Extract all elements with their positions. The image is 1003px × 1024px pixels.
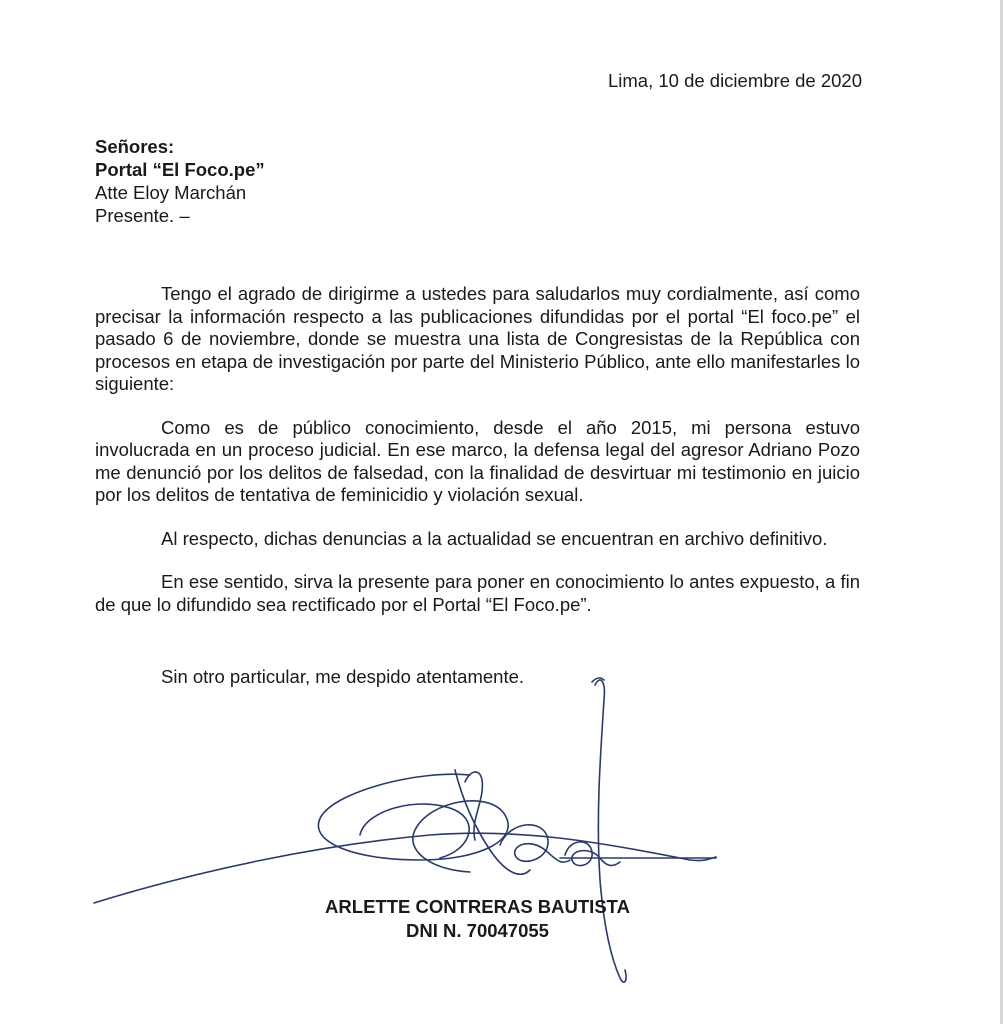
recipient-block: [95, 135, 265, 227]
signer-id-number: DNI N. 70047055: [406, 920, 549, 941]
body-paragraph-3: Al respecto, dichas denuncias a la actualidad se encuentran en archivo definitivo.: [161, 527, 828, 549]
letter-body: [95, 283, 860, 637]
signer-name: ARLETTE CONTRERAS BAUTISTA: [325, 896, 630, 917]
recipient-attention: Atte Eloy Marchán: [95, 182, 247, 203]
body-paragraph-1: Tengo el agrado de dirigirme a ustedes para saludarlos muy cordialmente, así como precisar la información respecto a las publicaciones difundidas por el portal “El foco.pe” el pasado 6 de noviembre, donde se muestra una lista de Congresistas de la República con procesos en etapa de investigación por parte del Ministerio Público, ante ello manifestarles lo siguiente:: [95, 283, 860, 394]
letter-date: Lima, 10 de diciembre de 2020: [607, 70, 862, 91]
closing-line: Sin otro particular, me despido atentamente.: [161, 666, 525, 687]
body-paragraph-2: Como es de público conocimiento, desde el año 2015, mi persona estuvo involucrada en un proceso judicial. En ese marco, la defensa legal del agresor Adriano Pozo me denunció por los delitos de falsedad, con la finalidad de desvirtuar mi testimonio en juicio por los delitos de tentativa de feminicidio y violación sexual.: [95, 416, 860, 505]
recipient-salutation: Señores:: [95, 136, 175, 157]
recipient-organization: Portal “El Foco.pe”: [95, 159, 265, 180]
recipient-presente: Presente. –: [95, 205, 190, 226]
body-paragraph-4: En ese sentido, sirva la presente para poner en conocimiento lo antes expuesto, a fin de que lo difundido sea rectificado por el Portal “El Foco.pe”.: [95, 571, 860, 615]
